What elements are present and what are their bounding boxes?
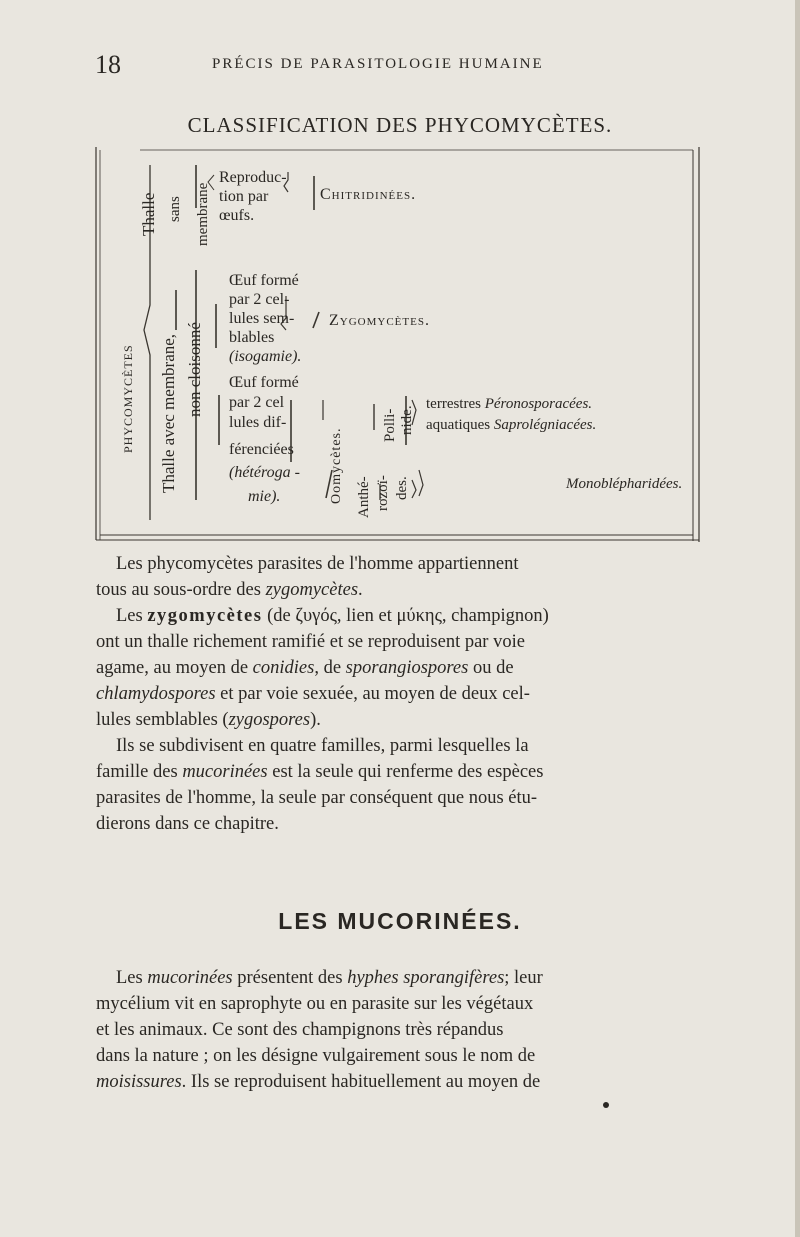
p2-c-start: agame, au moyen de (96, 658, 253, 678)
p3-term-mucorinees: mucorinées (182, 762, 268, 782)
heterogamie-line-4: férenciées (229, 441, 294, 458)
root-label: PHYCOMYCÈTES (121, 344, 135, 454)
p3-b-start: famille des (96, 762, 183, 782)
p1-line-2 (96, 577, 696, 603)
group-chitridinees: Chitridinées. (320, 186, 417, 203)
isogamie-line-1: Œuf formé (229, 272, 299, 289)
p2-e-start: lules semblables ( (96, 710, 229, 730)
p2-term-sporangiospores: sporangiospores (345, 658, 469, 678)
isogamie-line-4: blables (229, 329, 275, 346)
p2-line-4 (96, 681, 696, 707)
p2-c-mid: , de (314, 658, 346, 678)
p4-line-3: et les animaux. Ce sont des champignons très répandus (96, 1020, 504, 1040)
p1-term: zygomycètes (265, 580, 359, 600)
p1-text: tous au sous-ordre des (96, 580, 266, 600)
paragraph-1 (96, 551, 696, 603)
section-heading: LES MUCORINÉES. (278, 908, 522, 934)
p4-a-end: ; leur (504, 968, 543, 988)
paragraph-2 (96, 603, 696, 733)
p2-e-end: ). (310, 710, 321, 730)
p3-b-rest: est la seule qui renferme des espèces (267, 762, 544, 782)
paragraph-4 (96, 965, 696, 1095)
isogamie-line-5: (isogamie). (229, 348, 302, 365)
repro-oeufs-line-3: œufs. (219, 207, 255, 224)
sans-label: sans (167, 196, 183, 222)
p4-line-1 (96, 965, 696, 991)
heterogamie-line-2: par 2 cel (229, 394, 285, 411)
p2-term-chlamydospores: chlamydospores (96, 684, 216, 704)
p4-term-hyphes: hyphes sporangifères (347, 968, 505, 988)
membrane-label: membrane (195, 182, 211, 246)
p2-line-3 (96, 655, 696, 681)
p4-line-5 (96, 1069, 696, 1095)
running-title: PRÉCIS DE PARASITOLOGIE HUMAINE (212, 56, 544, 72)
heterogamie-line-6: mie). (248, 488, 281, 505)
p3-line-1: Ils se subdivisent en quatre familles, parmi lesquelles la (116, 736, 529, 756)
thalle-avec-membrane-label: Thalle avec membrane, (159, 333, 178, 493)
p2-d-rest: et par voie sexuée, au moyen de deux cel- (215, 684, 530, 704)
repro-oeufs-line-1: Reproduc- (219, 169, 287, 186)
family-row-peronosporacees (426, 395, 592, 413)
p2-start: Les (116, 606, 148, 626)
p4-line-2: mycélium vit en saprophyte ou en parasite sur les végétaux (96, 994, 534, 1014)
p2-line-2: ont un thalle richement ramifié et se reproduisent par voie (96, 632, 525, 652)
family-habitat-terrestres: terrestres (426, 396, 485, 412)
heterogamie-line-5: (hétéroga - (229, 464, 300, 481)
heterogamie-line-1: Œuf formé (229, 374, 299, 391)
p4-a-start: Les (116, 968, 148, 988)
isogamie-line-2: par 2 cel- (229, 291, 290, 308)
ink-speck (603, 1102, 609, 1108)
antherozoides-label-2: rozoï- (375, 475, 391, 511)
thalle-label: Thalle (139, 192, 158, 236)
p2-line-1 (96, 603, 696, 629)
p3-line-3: parasites de l'homme, la seule par conséquent que nous étu- (96, 788, 538, 808)
p2-term-zygospores: zygospores (228, 710, 311, 730)
family-monoblepharidees: Monoblépharidées. (566, 476, 683, 492)
antherozoides-label-1: Anthé- (356, 476, 372, 518)
p1-end: . (358, 580, 363, 600)
p1-line-1: Les phycomycètes parasites de l'homme appartiennent (116, 554, 519, 574)
polliniformes-label-1: Polli- (382, 408, 398, 442)
non-cloisonne-label: non cloisonné (185, 322, 204, 418)
p3-line-4: dierons dans ce chapitre. (96, 814, 279, 834)
p2-line-5 (96, 707, 696, 733)
p2-term-zygomycetes: zygomycètes (147, 606, 263, 626)
table-title: CLASSIFICATION DES PHYCOMYCÈTES. (187, 113, 613, 137)
group-oomycetes: Oomycètes. (329, 427, 344, 505)
heterogamie-line-3: lules dif- (229, 414, 287, 431)
antherozoides-label-3: des. (394, 476, 410, 500)
p2-term-conidies: conidies (252, 658, 315, 678)
paragraph-3 (96, 733, 696, 837)
group-zygomycetes: Zygomycètes. (329, 312, 430, 329)
p2-etymology: (de ζυγός, lien et μύκης, champignon) (262, 606, 549, 626)
family-saprolegniacees: Saprolégniacées. (493, 417, 597, 433)
page-number: 18 (95, 50, 121, 79)
p4-term-moisissures: moisissures (96, 1072, 182, 1092)
family-habitat-aquatiques: aquatiques (426, 417, 494, 433)
p3-line-2 (96, 759, 696, 785)
family-peronosporacees: Péronosporacées. (484, 396, 593, 412)
p4-line-4: dans la nature ; on les désigne vulgairement sous le nom de (96, 1046, 536, 1066)
p4-e-rest: . Ils se reproduisent habituellement au moyen de (181, 1072, 541, 1092)
p4-term-mucorinees: mucorinées (147, 968, 233, 988)
p2-c-end: ou de (468, 658, 514, 678)
polliniformes-label-2: nide. (399, 405, 415, 435)
repro-oeufs-line-2: tion par (219, 188, 269, 205)
family-row-saprolegniacees (426, 416, 596, 434)
p4-a-mid: présentent des (232, 968, 348, 988)
isogamie-line-3: lules sem- (229, 310, 295, 327)
